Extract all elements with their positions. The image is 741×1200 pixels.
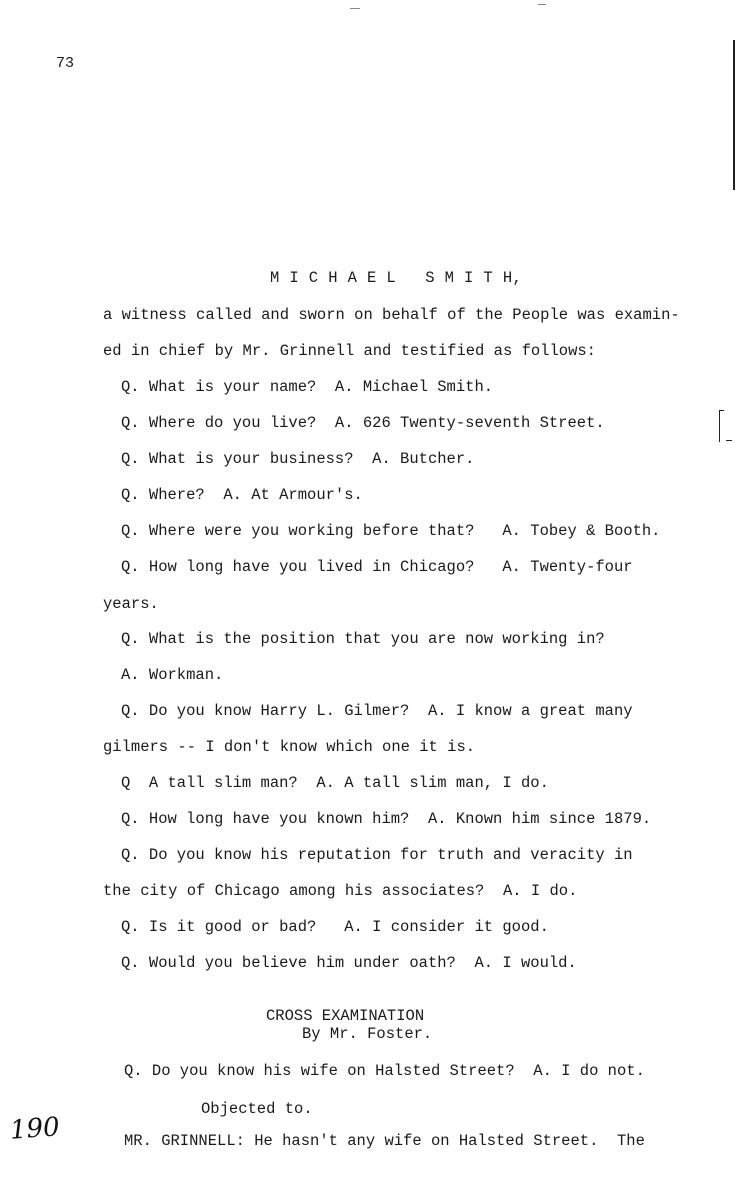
testimony-line: Q. How long have you known him? A. Known him since 1879. (121, 810, 652, 828)
cross-examination-subtitle: By Mr. Foster. (302, 1025, 433, 1043)
testimony-line: years. (103, 595, 159, 613)
testimony-line: Q. What is the position that you are now working in? (121, 630, 605, 648)
scan-bracket-mark (719, 410, 724, 411)
testimony-line: Q A tall slim man? A. A tall slim man, I do. (121, 774, 549, 792)
cross-line: Q. Do you know his wife on Halsted Street? A. I do not. (124, 1062, 645, 1080)
testimony-line: Q. How long have you lived in Chicago? A. Twenty-four (121, 558, 633, 576)
testimony-line: gilmers -- I don't know which one it is. (103, 738, 476, 756)
handwritten-annotation: 190 (9, 1112, 61, 1146)
testimony-line: the city of Chicago among his associates? A. I do. (103, 882, 578, 900)
testimony-line: Q. What is your name? A. Michael Smith. (121, 378, 494, 396)
intro-line: a witness called and sworn on behalf of the People was examin- (103, 306, 680, 324)
scan-speck (538, 4, 546, 5)
testimony-line: Q. Would you believe him under oath? A. I would. (121, 954, 577, 972)
testimony-line: Q. Where do you live? A. 626 Twenty-seventh Street. (121, 414, 605, 432)
cross-line: MR. GRINNELL: He hasn't any wife on Halsted Street. The (124, 1132, 645, 1150)
intro-line: ed in chief by Mr. Grinnell and testified as follows: (103, 342, 596, 360)
testimony-line: Q. What is your business? A. Butcher. (121, 450, 475, 468)
testimony-line: Q. Do you know Harry L. Gilmer? A. I know a great many (121, 702, 633, 720)
testimony-line: Q. Where? A. At Armour's. (121, 486, 363, 504)
scan-edge-mark (733, 40, 735, 190)
witness-heading: M I C H A E L S M I T H, (270, 269, 523, 287)
cross-line: Objected to. (201, 1100, 313, 1118)
scan-bracket-mark (719, 410, 720, 442)
testimony-line: Q. Do you know his reputation for truth and veracity in (121, 846, 633, 864)
scan-dash-mark (726, 440, 732, 441)
testimony-line: Q. Where were you working before that? A. Tobey & Booth. (121, 522, 661, 540)
page-number: 73 (56, 55, 75, 72)
testimony-line: A. Workman. (121, 666, 224, 684)
cross-examination-title: CROSS EXAMINATION (266, 1007, 425, 1025)
testimony-line: Q. Is it good or bad? A. I consider it good. (121, 918, 549, 936)
scan-speck (350, 8, 360, 9)
